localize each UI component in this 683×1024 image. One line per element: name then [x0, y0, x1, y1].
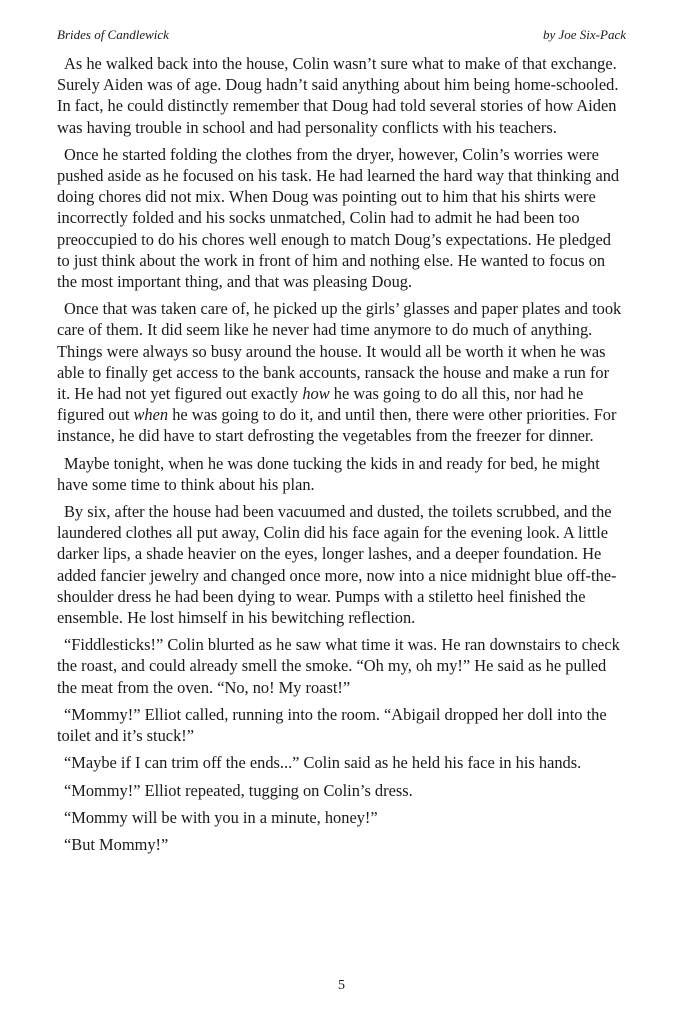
text-run: “Fiddlesticks!” Colin blurted as he saw what time it was. He ran downstairs to check the roast, and could already smell the smoke. “Oh my, oh my!” He said as he pulled the meat from the oven. “No, no! My roast!” [57, 635, 620, 697]
text-run: he was going to do it, and until then, there were other priorities. For instance, he did have to start defrosting the vegetables from the freezer for dinner. [57, 405, 617, 446]
text-run: By six, after the house had been vacuumed and dusted, the toilets scrubbed, and the laundered clothes all put away, Colin did his face again for the evening look. A little darker lips, a shade heavier on the eyes, longer lashes, and a deeper foundation. He added fancier jewelry and changed once more, now into a nice midnight blue off-the-shoulder dress he had been dying to wear. Pumps with a stiletto heel finished the ensemble. He lost himself in his bewitching reflection. [57, 502, 617, 628]
text-run: Once he started folding the clothes from the dryer, however, Colin’s worries were pushed aside as he focused on his task. He had learned the hard way that thinking and doing chores did not mix. When Doug was pointing out to him that his shirts were incorrectly folded and his socks unmatched, Colin had to admit he had been too preoccupied to do his chores well enough to match Doug’s expectations. He pledged to just think about the work in front of him and nothing else. He wanted to focus on the most important thing, and that was pleasing Doug. [57, 144, 620, 292]
paragraph [57, 752, 626, 773]
text-run: Once that was taken care of, he picked up the girls’ glasses and paper plates and took care of them. It did seem like he never had time anymore to do much of anything. Things were always so busy around the house. It would all be worth it when he was able to finally get access to the bank accounts, ransack the house and make a run for it. He had not yet figured out exactly [57, 299, 622, 404]
text-run: “Mommy will be with you in a minute, honey!” [64, 807, 378, 827]
paragraph [57, 501, 626, 628]
paragraph [57, 144, 626, 292]
text-run: “But Mommy!” [64, 834, 169, 854]
paragraph [57, 634, 626, 698]
paragraph [57, 298, 626, 446]
text-run: Maybe tonight, when he was done tucking the kids in and ready for bed, he might have some time to think about his plan. [57, 453, 600, 494]
paragraph [57, 704, 626, 746]
paragraph [57, 453, 626, 495]
body-text [57, 53, 626, 861]
paragraph [57, 807, 626, 828]
italic-text: how [302, 384, 330, 404]
book-title: Brides of Candlewick [57, 27, 169, 42]
text-run: “Mommy!” Elliot called, running into the room. “Abigail dropped her doll into the toilet and it’s stuck!” [57, 704, 607, 746]
running-header [57, 26, 626, 44]
italic-text: when [133, 405, 169, 425]
author-name: by Joe Six-Pack [542, 27, 626, 42]
text-run: he was going to do all this, nor had he figured out [57, 384, 584, 425]
paragraph [57, 834, 626, 855]
paragraph [57, 53, 626, 138]
text-run: “Maybe if I can trim off the ends...” Colin said as he held his face in his hands. [64, 753, 582, 773]
text-run: As he walked back into the house, Colin wasn’t sure what to make of that exchange. Surely Aiden was of age. Doug hadn’t said anything about him being home-schooled. In fact, he could distinctly remember that Doug had told several stories of how Aiden was having trouble in school and had personality conflicts with his teachers. [57, 54, 619, 137]
paragraph [57, 780, 626, 801]
text-run: “Mommy!” Elliot repeated, tugging on Colin’s dress. [64, 780, 413, 800]
page-number: 5 [338, 978, 345, 993]
